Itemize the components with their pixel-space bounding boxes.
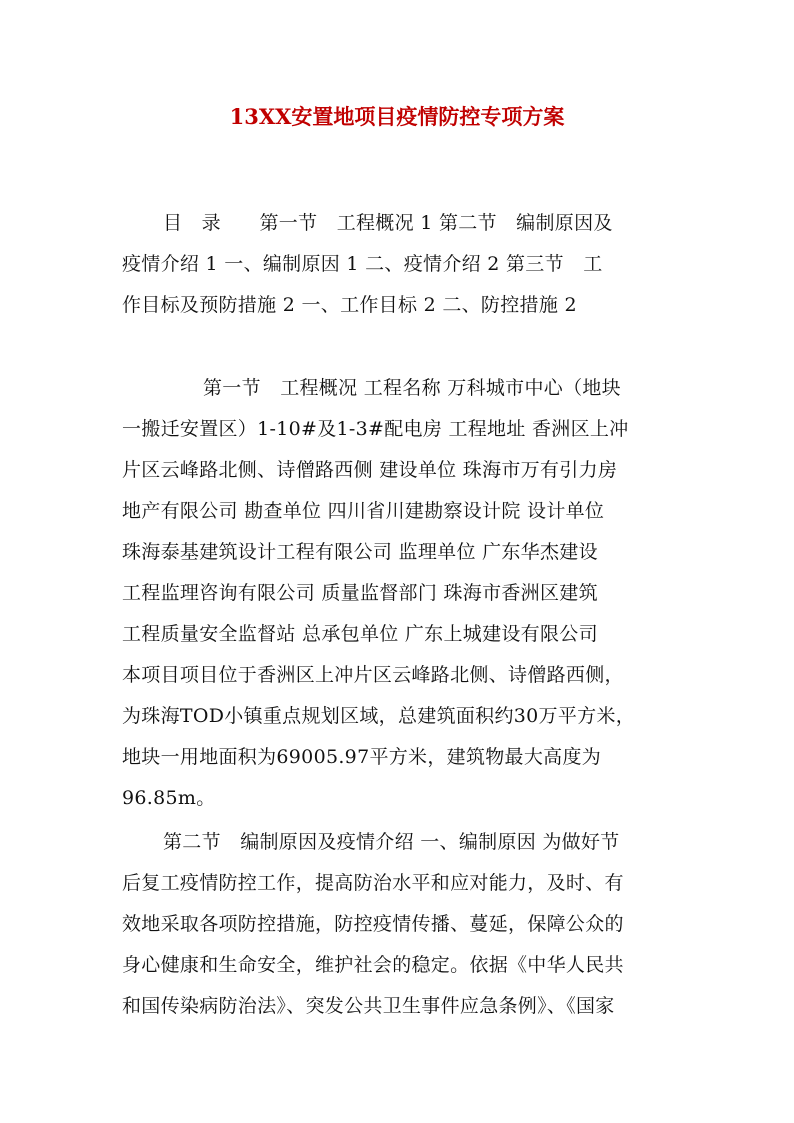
toc-line-1: 目 录 第一节 工程概况 1 第二节 编制原因及: [163, 212, 613, 234]
section2-line-4: 身心健康和生命安全，维护社会的稳定。依据《中华人民共: [122, 954, 624, 976]
section1-line-1: 第一节 工程概况 工程名称 万科城市中心（地块: [203, 377, 621, 399]
section2-line-1: 第二节 编制原因及疫情介绍 一、编制原因 为做好节: [163, 831, 620, 853]
section1-line-8: 本项目项目位于香洲区上冲片区云峰路北侧、诗僧路西侧，: [122, 664, 624, 686]
section1-line-9: 为珠海TOD小镇重点规划区域，总建筑面积约30万平方米，: [122, 705, 636, 727]
section2-line-2: 后复工疫情防控工作，提高防治水平和应对能力，及时、有: [122, 872, 624, 894]
section1-line-2: 一搬迁安置区）1-10#及1-3#配电房 工程地址 香洲区上冲: [122, 418, 629, 440]
section1-line-10: 地块一用地面积为69005.97平方米，建筑物最大高度为: [122, 746, 602, 768]
toc-line-2: 疫情介绍 1 一、编制原因 1 二、疫情介绍 2 第三节 工: [122, 253, 603, 275]
section1-line-4: 地产有限公司 勘查单位 四川省川建勘察设计院 设计单位: [122, 500, 605, 522]
section1-line-6: 工程监理咨询有限公司 质量监督部门 珠海市香洲区建筑: [122, 582, 598, 604]
section1-line-5: 珠海泰基建筑设计工程有限公司 监理单位 广东华杰建设: [122, 541, 598, 563]
section1-line-7: 工程质量安全监督站 总承包单位 广东上城建设有限公司: [122, 623, 598, 645]
section2-line-3: 效地采取各项防控措施，防控疫情传播、蔓延，保障公众的: [122, 913, 624, 935]
section1-line-11: 96.85m。: [122, 787, 216, 809]
section2-line-5: 和国传染病防治法》、突发公共卫生事件应急条例》、《国家: [122, 995, 615, 1017]
section1-line-3: 片区云峰路北侧、诗僧路西侧 建设单位 珠海市万有引力房: [122, 459, 618, 481]
toc-line-3: 作目标及预防措施 2 一、工作目标 2 二、防控措施 2: [122, 294, 577, 316]
document-title: 13XX安置地项目疫情防控专项方案: [229, 104, 565, 129]
